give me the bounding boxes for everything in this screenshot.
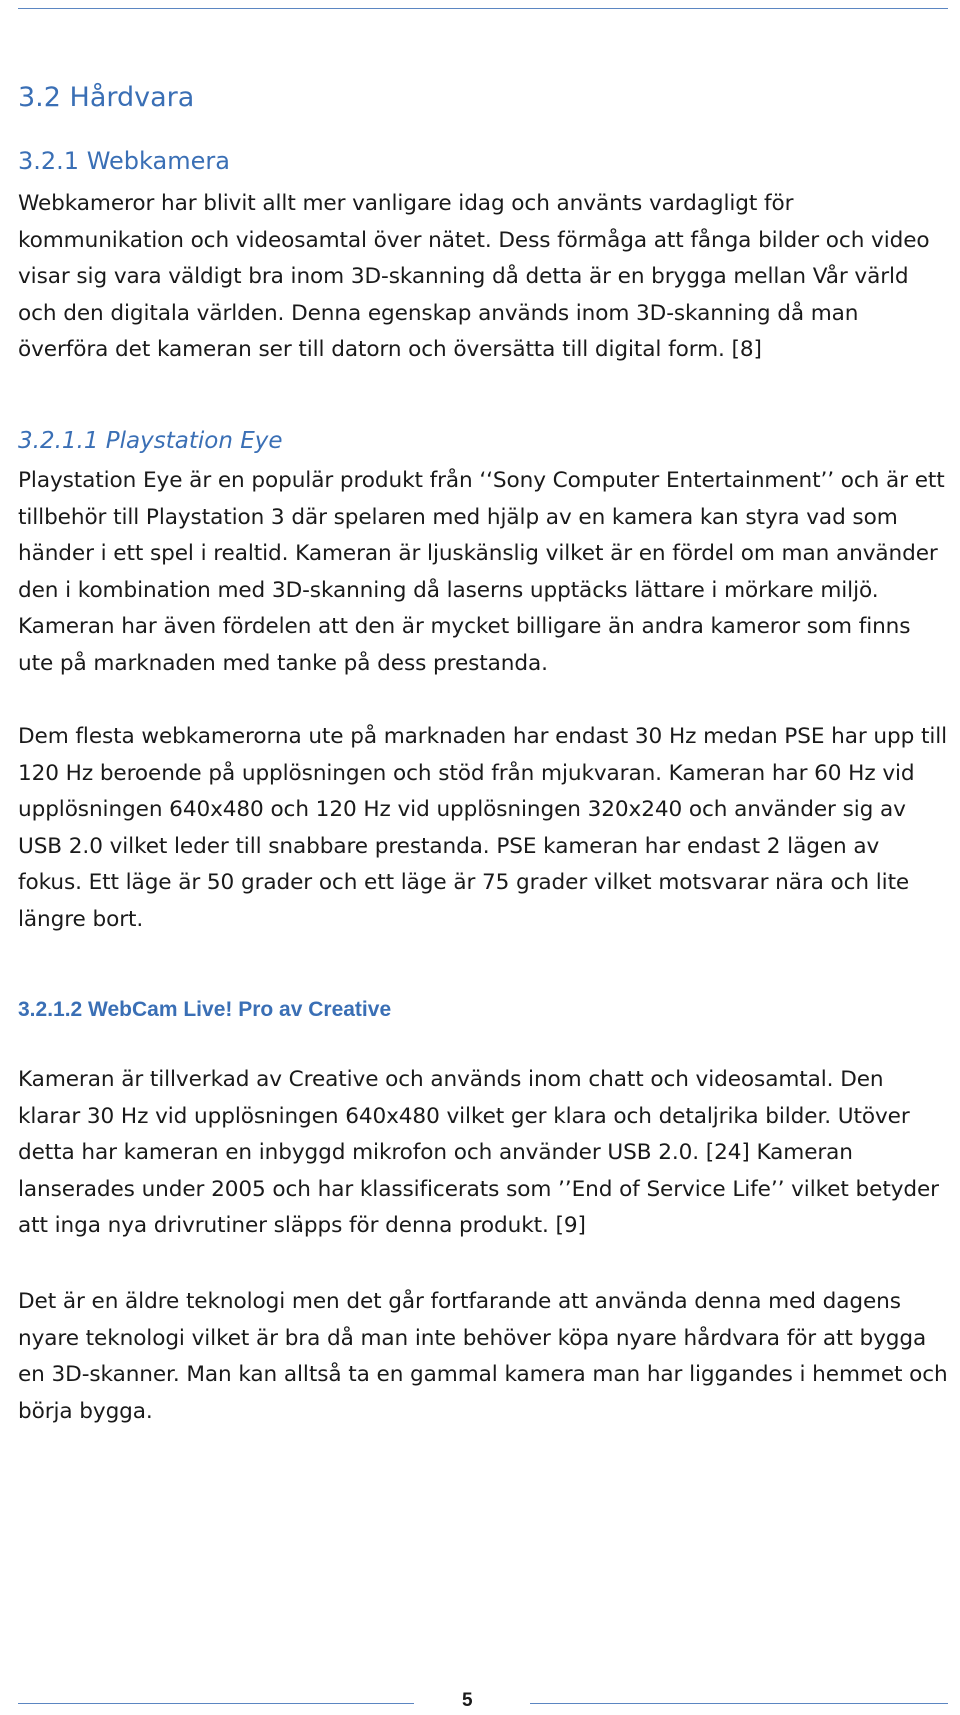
subsubsection-heading-webcam-live: 3.2.1.2 WebCam Live! Pro av Creative bbox=[18, 998, 392, 1021]
paragraph-webkamera: Webkameror har blivit allt mer vanligare idag och använts vardagligt för kommunikation och videosamtal över nätet. Dess förmåga att fånga bilder och video visar sig vara väldigt bra inom 3D-skanning då detta är en brygga mellan Vår värld och den digitala världen. Denna egenskap används inom 3D-skanning då man överföra det kameran ser till datorn och översätta till digital form. [8] bbox=[18, 191, 930, 362]
subsection-heading-webkamera: 3.2.1 Webkamera bbox=[18, 147, 230, 175]
header-rule bbox=[18, 8, 948, 9]
footer-rule-left bbox=[18, 1703, 414, 1704]
section-heading: 3.2 Hårdvara bbox=[18, 82, 195, 113]
footer-rule-right bbox=[530, 1703, 948, 1704]
paragraph-webcam-live-1: Kameran är tillverkad av Creative och används inom chatt och videosamtal. Den klarar 30 Hz vid upplösningen 640x480 vilket ger klara och detaljrika bilder. Utöver detta har kameran en inbyggd mikrofon och använder USB 2.0. [24] Kameran lanserades under 2005 och har klassificerats som ’’End of Service Life’’ vilket betyder att inga nya drivrutiner släpps för denna produkt. [9] bbox=[18, 1067, 939, 1238]
page-number: 5 bbox=[462, 1690, 473, 1711]
paragraph-playstation-1: Playstation Eye är en populär produkt från ‘‘Sony Computer Entertainment’’ och är ett tillbehör till Playstation 3 där spelaren med hjälp av en kamera kan styra vad som händer i ett spel i realtid. Kameran är ljuskänslig vilket är en fördel om man använder den i kombination med 3D-skanning då laserns upptäcks lättare i mörkare miljö. Kameran har även fördelen att den är mycket billigare än andra kameror som finns ute på marknaden med tanke på dess prestanda. bbox=[18, 468, 945, 676]
subsubsection-heading-playstation-eye: 3.2.1.1 Playstation Eye bbox=[18, 428, 283, 454]
paragraph-webcam-live-2: Det är en äldre teknologi men det går fortfarande att använda denna med dagens nyare teknologi vilket är bra då man inte behöver köpa nyare hårdvara för att bygga en 3D-skanner. Man kan alltså ta en gammal kamera man har liggandes i hemmet och börja bygga. bbox=[18, 1289, 948, 1424]
paragraph-playstation-2: Dem flesta webkamerorna ute på marknaden har endast 30 Hz medan PSE har upp till 120 Hz beroende på upplösningen och stöd från mjukvaran. Kameran har 60 Hz vid upplösningen 640x480 och 120 Hz vid upplösningen 320x240 och använder sig av USB 2.0 vilket leder till snabbare prestanda. PSE kameran har endast 2 lägen av fokus. Ett läge är 50 grader och ett läge är 75 grader vilket motsvarar nära och lite längre bort. bbox=[18, 724, 948, 932]
